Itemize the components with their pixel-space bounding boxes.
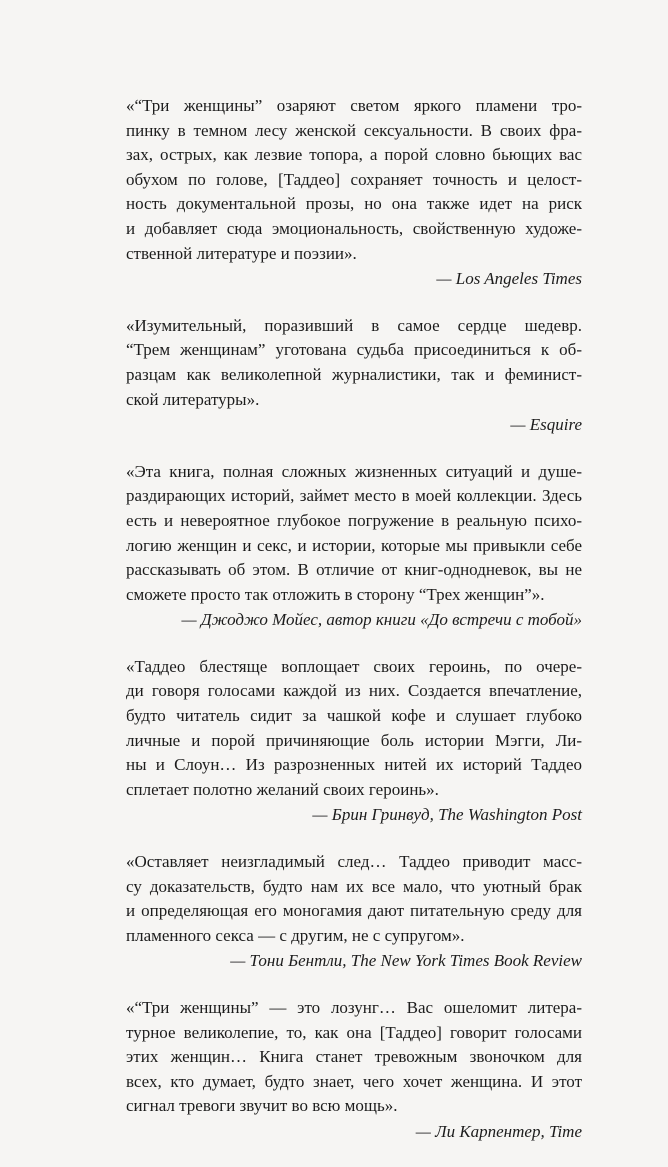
review-quote: [126, 996, 582, 1145]
quote-line: «“Три женщины” озаряют светом яркого пламени тро-: [126, 96, 582, 115]
quote-line: этих женщин… Книга станет тревожным звоночком для: [126, 1047, 582, 1067]
quote-line: личные и порой причиняющие боль истории Мэгги, Ли-: [126, 730, 582, 750]
quote-line: ность документальной прозы, но она также идет на риск: [126, 194, 582, 214]
quote-line: обухом по голове, [Таддео] сохраняет точность и целост-: [126, 169, 582, 189]
review-quote: [126, 655, 582, 828]
quote-line: пинку в темном лесу женской сексуальности. В своих фра-: [126, 120, 582, 140]
quote-line: ны и Слоун… Из разрозненных нитей их историй Таддео: [126, 755, 582, 775]
quote-attribution: — Ли Карпентер, Time: [415, 1121, 582, 1141]
quote-line: и определяющая его моногамия дают питательную среду для: [126, 901, 582, 921]
quote-line: ской литературы».: [126, 389, 260, 409]
review-quote: [126, 460, 582, 633]
quote-line: «Изумительный, поразивший в самое сердце шедевр.: [126, 315, 582, 335]
quote-attribution: — Los Angeles Times: [436, 269, 582, 289]
quote-line: турное великолепие, то, как она [Таддео] говорит голосами: [126, 1022, 582, 1042]
quote-line: сигнал тревоги звучит во всю мощь».: [126, 1096, 398, 1116]
praise-column: [126, 94, 582, 1167]
quote-line: «Эта книга, полная сложных жизненных ситуаций и душе-: [126, 461, 582, 481]
quote-line: сможете просто так отложить в сторону “Трех женщин”».: [126, 584, 545, 604]
review-quote: [126, 94, 582, 292]
quote-line: ди говоря голосами каждой из них. Создается впечатление,: [126, 681, 582, 701]
quote-line: «Оставляет неизгладимый след… Таддео приводит масс-: [126, 852, 582, 872]
quote-line: “Трем женщинам” уготована судьба присоединиться к об-: [126, 340, 582, 360]
review-quote: [126, 850, 582, 974]
quote-line: сплетает полотно желаний своих героинь».: [126, 779, 439, 799]
quote-line: су доказательств, будто нам их все мало, что уютный брак: [126, 876, 582, 896]
quote-line: рассказывать об этом. В отличие от книг-однодневок, вы не: [126, 560, 582, 580]
quote-line: пламенного секса — с другим, не с супругом».: [126, 925, 465, 945]
quote-line: всех, кто думает, будто знает, чего хочет женщина. И этот: [126, 1071, 582, 1091]
quote-attribution: — Esquire: [510, 415, 582, 435]
quote-line: зах, острых, как лезвие топора, а порой словно бьющих вас: [126, 145, 582, 165]
quote-line: «“Три женщины” — это лозунг… Вас ошеломит литера-: [126, 998, 582, 1017]
quote-line: и добавляет сюда эмоциональность, свойственную художе-: [126, 218, 582, 238]
quote-line: раздирающих историй, займет место в моей коллекции. Здесь: [126, 486, 582, 506]
quote-line: будто читатель сидит за чашкой кофе и слушает глубоко: [126, 706, 582, 726]
quote-line: «Таддео блестяще воплощает своих героинь, по очере-: [126, 656, 582, 676]
quote-line: разцам как великолепной журналистики, так и феминист-: [126, 364, 582, 384]
quote-attribution: — Джоджо Мойес, автор книги «До встречи с тобой»: [181, 610, 582, 630]
review-quote: [126, 314, 582, 438]
quote-line: ственной литературе и поэзии».: [126, 243, 357, 263]
quote-line: логию женщин и секс, и истории, которые мы привыкли себе: [126, 535, 582, 555]
quote-attribution: — Брин Гринвуд, The Washington Post: [312, 805, 582, 825]
quote-attribution: — Тони Бентли, The New York Times Book Review: [230, 951, 582, 971]
quote-line: есть и невероятное глубокое погружение в реальную психо-: [126, 510, 582, 530]
